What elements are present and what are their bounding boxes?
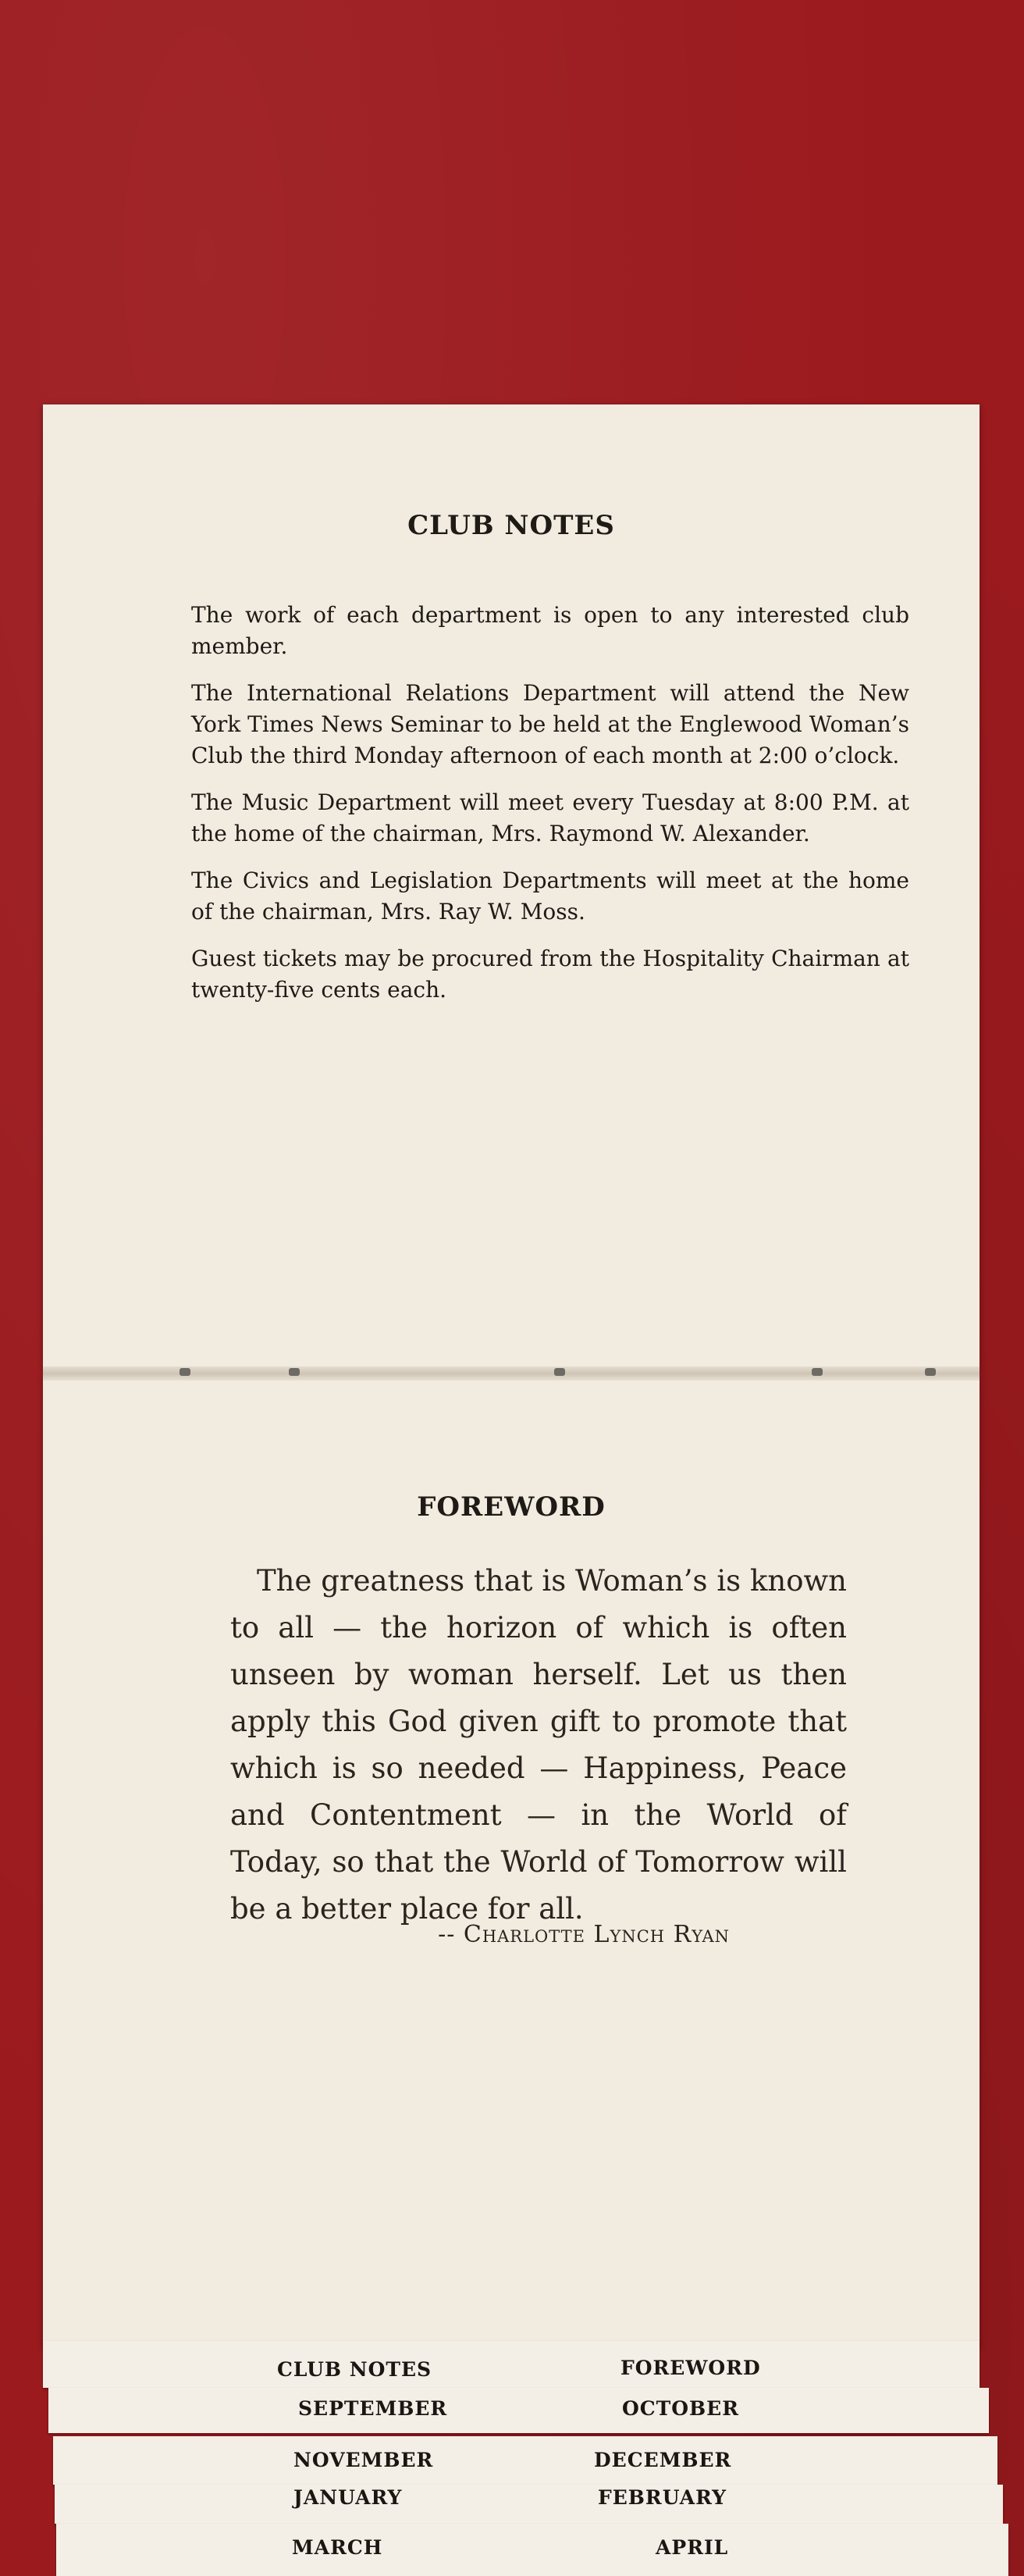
club-notes-paragraph: The Music Department will meet every Tuesday at 8:00 P.M. at the home of the chairman, Mrs. Raymond W. Alexander. — [191, 789, 909, 846]
foreword-body — [230, 1558, 847, 1933]
tab-row-november[interactable] — [53, 2436, 997, 2485]
staple — [812, 1368, 823, 1376]
club-notes-title: CLUB NOTES — [407, 510, 615, 541]
tab-february[interactable]: FEBRUARY — [598, 2486, 727, 2509]
tab-row-march[interactable] — [56, 2524, 1008, 2576]
foreword-title: FOREWORD — [417, 1491, 606, 1523]
staple — [289, 1368, 300, 1376]
tab-row-january[interactable] — [55, 2485, 1003, 2524]
club-notes-page — [43, 404, 980, 1373]
tab-club-notes[interactable]: CLUB NOTES — [277, 2358, 432, 2381]
tab-november[interactable]: NOVEMBER — [293, 2449, 434, 2471]
club-notes-paragraph: The Civics and Legislation Departments will meet at the home of the chairman, Mrs. Ray W. Moss. — [191, 868, 909, 925]
tab-december[interactable]: DECEMBER — [594, 2449, 732, 2471]
tab-row-september[interactable] — [48, 2388, 989, 2433]
tab-october[interactable]: OCTOBER — [622, 2397, 740, 2420]
foreword-signature: -- Charlotte Lynch Ryan — [438, 1921, 730, 1948]
club-notes-paragraph: Guest tickets may be procured from the Hospitality Chairman at twenty-five cents each. — [191, 946, 909, 1003]
staple — [554, 1368, 565, 1376]
staple — [180, 1368, 190, 1376]
tab-foreword[interactable]: FOREWORD — [620, 2357, 761, 2379]
tab-row-club-notes[interactable] — [43, 2341, 980, 2388]
tab-january[interactable]: JANUARY — [293, 2486, 403, 2509]
staple — [925, 1368, 936, 1376]
club-notes-body — [191, 600, 909, 1021]
club-notes-paragraph: The work of each department is open to any interested club member. — [191, 602, 909, 659]
tab-april[interactable]: APRIL — [656, 2536, 729, 2559]
club-notes-paragraph: The International Relations Department will attend the New York Times News Seminar to be held at the Englewood Woman’s Club the third Monday afternoon of each month at 2:00 o’clock. — [191, 680, 909, 768]
foreword-page — [43, 1374, 980, 2346]
foreword-text: The greatness that is Woman’s is known to all — the horizon of which is often unseen by woman herself. Let us then apply this God given gift to promote that which is so needed — Happiness, Peace and Contentment — in the World of Today, so that the World of Tomorrow will be a better place for all. — [230, 1564, 847, 1926]
tab-september[interactable]: SEPTEMBER — [298, 2397, 448, 2420]
tab-march[interactable]: MARCH — [292, 2536, 383, 2559]
